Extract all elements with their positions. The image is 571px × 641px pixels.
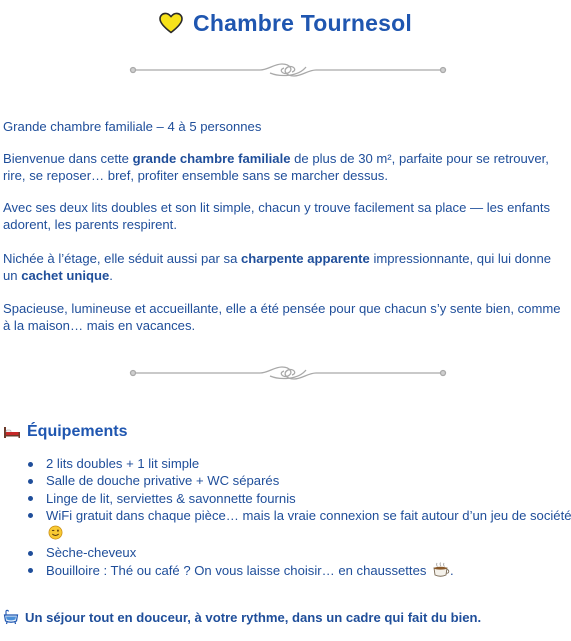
list-item: Sèche-cheveux — [46, 544, 571, 561]
amenities-title: Équipements — [27, 423, 128, 440]
list-item: Bouilloire : Thé ou café ? On vous laisse choisir… en chaussettes . — [46, 562, 571, 582]
list-item: Salle de douche privative + WC séparés — [46, 472, 571, 489]
bold-text: charpente apparente — [241, 251, 370, 266]
ornamental-divider-middle — [128, 361, 448, 385]
winking-face-icon — [48, 525, 63, 544]
bold-text: cachet unique — [21, 268, 110, 283]
list-item: WiFi gratuit dans chaque pièce… mais la vraie connexion se fait autour d’un jeu de société — [46, 507, 571, 545]
amenities-list — [22, 455, 571, 582]
amenities-heading — [3, 421, 127, 443]
intro-paragraph-4: Spacieuse, lumineuse et accueillante, elle a été pensée pour que chacun s’y sente bien, comme à la maison… mais en vacances. — [3, 301, 561, 333]
room-subtitle: Grande chambre familiale – 4 à 5 personnes — [3, 119, 262, 134]
footer-tagline — [3, 607, 481, 627]
steaming-cup-icon — [432, 562, 450, 582]
bathtub-icon — [3, 609, 19, 625]
bold-text: grande chambre familiale — [132, 151, 291, 166]
list-item: Linge de lit, serviettes & savonnette fournis — [46, 490, 571, 507]
footer-text: Un séjour tout en douceur, à votre rythme, dans un cadre qui fait du bien. — [25, 609, 482, 625]
intro-paragraph-2: Avec ses deux lits doubles et son lit simple, chacun y trouve facilement sa place — les enfants adorent, les parents respirent. — [3, 200, 551, 232]
list-item: 2 lits doubles + 1 lit simple — [46, 455, 571, 472]
intro-paragraph-1: Bienvenue dans cette grande chambre familiale de plus de 30 m², parfaite pour se retrouver, rire, se reposer… bref, profiter ensemble sans se marcher dessus. — [3, 151, 549, 183]
page-header — [0, 6, 571, 40]
ornamental-divider-top — [128, 58, 448, 82]
intro-paragraph-3: Nichée à l’étage, elle séduit aussi par sa charpente apparente impressionnante, qui lui donne un cachet unique. — [3, 251, 552, 283]
yellow-heart-icon — [159, 12, 183, 34]
page-title: Chambre Tournesol — [193, 9, 412, 36]
bed-icon — [3, 425, 21, 439]
